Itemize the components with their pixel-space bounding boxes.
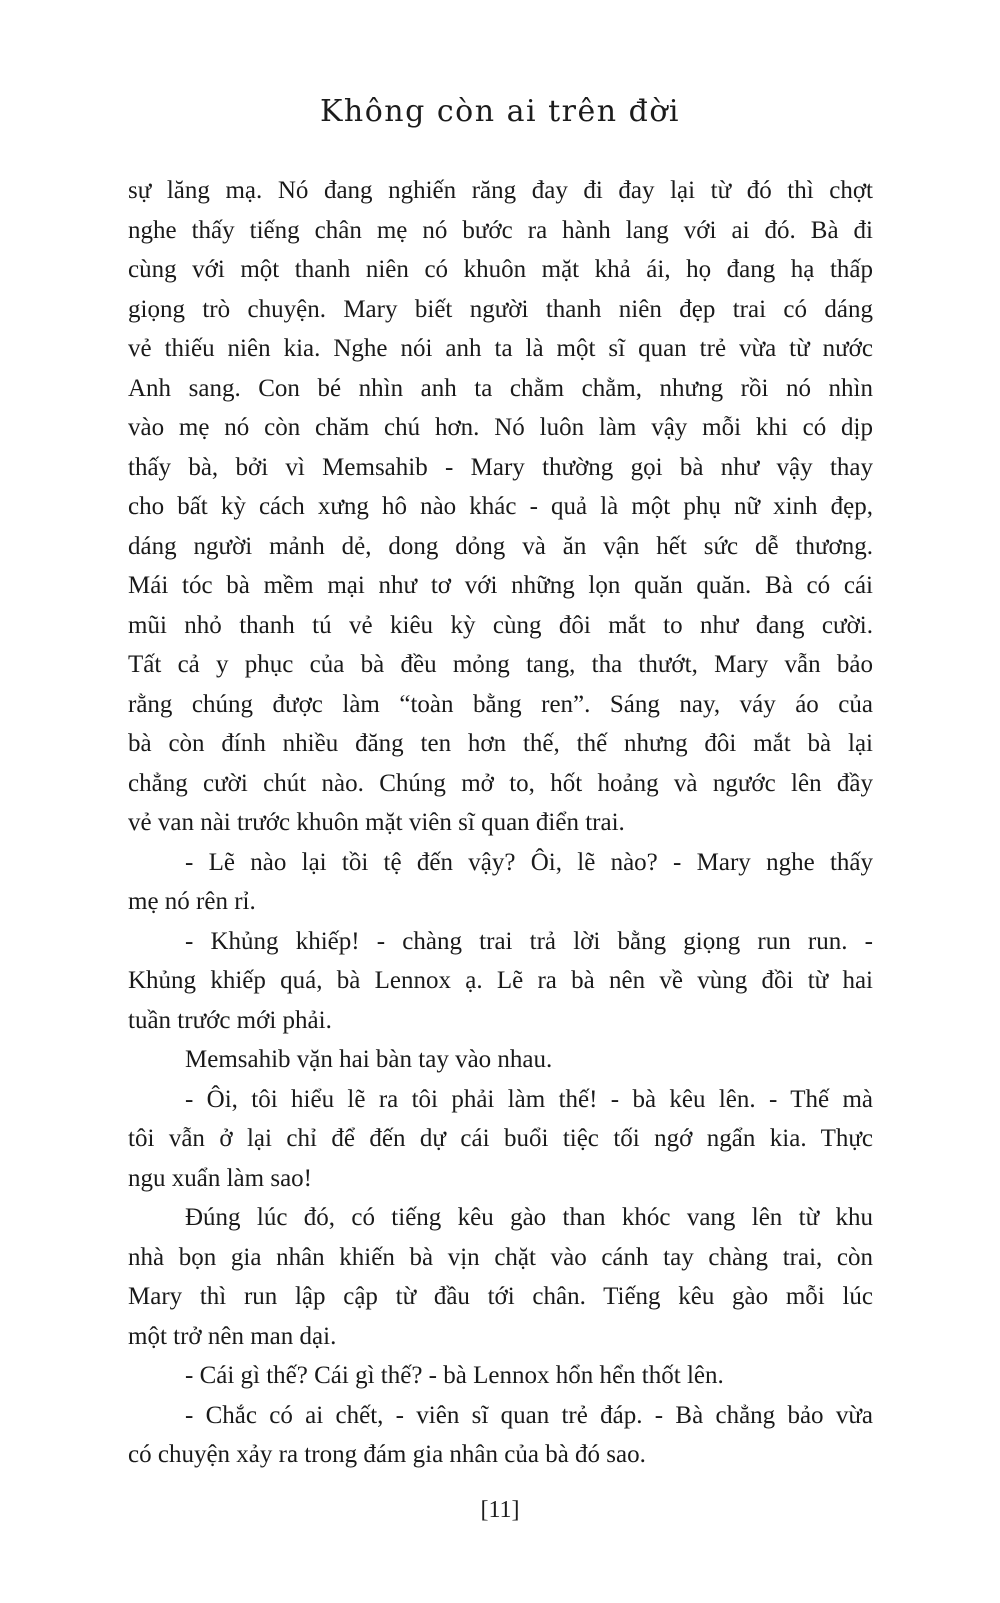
text-line: Mary thì run lập cập từ đầu tới chân. Tiếng kêu gào mỗi lúc bbox=[128, 1283, 873, 1310]
text-line: - Lẽ nào lại tồi tệ đến vậy? Ôi, lẽ nào? - Mary nghe thấy bbox=[185, 848, 873, 876]
text-line: tuần trước mới phải. bbox=[128, 1006, 332, 1034]
body-text bbox=[128, 171, 873, 1475]
text-line: Đúng lúc đó, có tiếng kêu gào than khóc vang lên từ khu bbox=[185, 1204, 873, 1231]
text-line: vào mẹ nó còn chăm chú hơn. Nó luôn làm vậy mỗi khi có dịp bbox=[128, 414, 873, 441]
text-line: mẹ nó rên rỉ. bbox=[128, 888, 256, 915]
paragraph bbox=[128, 1040, 873, 1080]
text-line: có chuyện xảy ra trong đám gia nhân của bà đó sao. bbox=[128, 1441, 646, 1468]
text-line: rằng chúng được làm “toàn bằng ren”. Sáng nay, váy áo của bbox=[128, 690, 873, 718]
text-line: nghe thấy tiếng chân mẹ nó bước ra hành lang với ai đó. Bà đi bbox=[128, 216, 873, 244]
text-line: dáng người mảnh dẻ, dong dỏng và ăn vận hết sức dễ thương. bbox=[128, 532, 873, 560]
text-line: - Chắc có ai chết, - viên sĩ quan trẻ đáp. - Bà chẳng bảo vừa bbox=[185, 1401, 873, 1429]
text-line: bà còn đính nhiều đăng ten hơn thế, thế nhưng đôi mắt bà lại bbox=[128, 730, 873, 757]
text-line: mũi nhỏ thanh tú vẻ kiêu kỳ cùng đôi mắt to như đang cười. bbox=[128, 611, 873, 639]
text-line: ngu xuẩn làm sao! bbox=[128, 1164, 312, 1192]
paragraph bbox=[128, 1198, 873, 1356]
text-line: Mái tóc bà mềm mại như tơ với những lọn quăn quăn. Bà có cái bbox=[128, 572, 873, 599]
text-line: - Ôi, tôi hiểu lẽ ra tôi phải làm thế! - bà kêu lên. - Thế mà bbox=[185, 1085, 873, 1113]
text-line: tôi vẫn ở lại chỉ để đến dự cái buổi tiệc tối ngớ ngẩn kia. Thực bbox=[128, 1125, 873, 1152]
text-line: Anh sang. Con bé nhìn anh ta chằm chằm, nhưng rồi nó nhìn bbox=[128, 374, 873, 402]
text-line: cùng với một thanh niên có khuôn mặt khả ái, họ đang hạ thấp bbox=[128, 256, 873, 283]
text-line: - Cái gì thế? Cái gì thế? - bà Lennox hổn hển thốt lên. bbox=[185, 1362, 724, 1389]
chapter-title: Không còn ai trên đời bbox=[320, 94, 680, 129]
text-line: chẳng cười chút nào. Chúng mở to, hốt hoảng và ngước lên đầy bbox=[128, 769, 873, 797]
paragraph bbox=[128, 922, 873, 1041]
text-line: sự lăng mạ. Nó đang nghiến răng đay đi đay lại từ đó thì chợt bbox=[128, 177, 873, 204]
text-line: cho bất kỳ cách xưng hô nào khác - quả là một phụ nữ xinh đẹp, bbox=[128, 493, 873, 520]
paragraph bbox=[128, 171, 873, 843]
text-line: - Khủng khiếp! - chàng trai trả lời bằng giọng run run. - bbox=[185, 927, 873, 955]
paragraph bbox=[128, 843, 873, 922]
text-line: nhà bọn gia nhân khiến bà vịn chặt vào cánh tay chàng trai, còn bbox=[128, 1243, 873, 1271]
text-line: Tất cả y phục của bà đều mỏng tang, tha thướt, Mary vẫn bảo bbox=[128, 651, 873, 678]
paragraph bbox=[128, 1356, 873, 1396]
text-line: giọng trò chuyện. Mary biết người thanh niên đẹp trai có dáng bbox=[128, 295, 873, 323]
paragraph bbox=[128, 1396, 873, 1475]
page-number: [11] bbox=[480, 1497, 520, 1523]
text-line: vẻ van nài trước khuôn mặt viên sĩ quan điển trai. bbox=[128, 809, 625, 836]
paragraph bbox=[128, 1080, 873, 1199]
text-line: vẻ thiếu niên kia. Nghe nói anh ta là một sĩ quan trẻ vừa từ nước bbox=[128, 335, 873, 362]
text-line: thấy bà, bởi vì Memsahib - Mary thường gọi bà như vậy thay bbox=[128, 453, 873, 481]
text-line: Khủng khiếp quá, bà Lennox ạ. Lẽ ra bà nên về vùng đồi từ hai bbox=[128, 967, 873, 994]
text-line: một trở nên man dại. bbox=[128, 1322, 337, 1350]
text-line: Memsahib vặn hai bàn tay vào nhau. bbox=[185, 1046, 553, 1073]
